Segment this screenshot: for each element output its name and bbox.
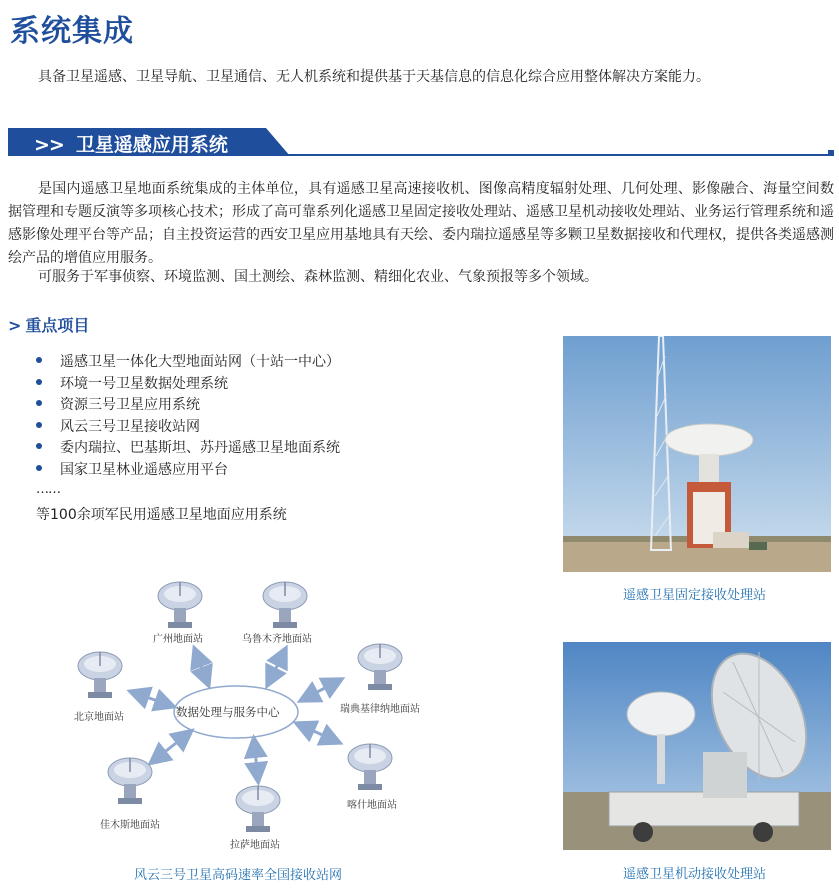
section-title <box>34 130 228 157</box>
station-label-lhasa: 拉萨地面站 <box>230 840 280 851</box>
fixed-station-photo <box>563 336 831 572</box>
section-title-text: 卫星遥感应用系统 <box>75 134 228 156</box>
station-label-kashi: 喀什地面站 <box>347 800 397 811</box>
jiamusi-dish-icon <box>108 758 152 804</box>
list-item-text: 委内瑞拉、巴基斯坦、苏丹遥感卫星地面系统 <box>60 440 340 456</box>
key-projects-heading <box>8 313 89 336</box>
guangzhou-dish-icon <box>158 582 202 628</box>
urumqi-dish-icon <box>263 582 307 628</box>
arrow-right-icon: > <box>8 316 22 335</box>
bullet-icon <box>36 357 42 363</box>
beijing-dish-icon <box>78 652 122 698</box>
sweden-dish-icon <box>358 644 402 690</box>
page-title: 系统集成 <box>10 14 134 49</box>
list-ellipsis: …… <box>36 482 60 497</box>
list-item-text: 资源三号卫星应用系统 <box>60 397 200 413</box>
station-label-jiamusi: 佳木斯地面站 <box>100 820 160 831</box>
bullet-icon <box>36 465 42 471</box>
station-label-urumqi: 乌鲁木齐地面站 <box>242 634 312 645</box>
lhasa-dish-icon <box>236 786 280 832</box>
list-item <box>36 438 340 460</box>
section-paragraph-2: 可服务于军事侦察、环境监测、国土测绘、森林监测、精细化农业、气象预报等多个领域。 <box>38 269 598 285</box>
list-item <box>36 395 340 417</box>
list-item <box>36 417 340 439</box>
list-item <box>36 374 340 396</box>
list-item-text: 环境一号卫星数据处理系统 <box>60 375 228 392</box>
mobile-station-photo <box>563 642 831 850</box>
list-item-text: 国家卫星林业遥感应用平台 <box>60 461 228 478</box>
station-label-beijing: 北京地面站 <box>74 712 124 723</box>
section-paragraph-1: 是国内遥感卫星地面系统集成的主体单位，具有遥感卫星高速接收机、图像高精度辐射处理、几何处理、影像融合、海量空间数据管理和专题反演等多项核心技术；形成了高可靠系列化遥感卫星固定接收处理站、遥感卫星机动接收处理站、业务运行管理系统和遥感影像处理平台等产品；自主投资运营的西安卫星应用基地具有天绘、委内瑞拉遥感星等多颗卫星数据接收和代理权，提供各类遥感测绘产品的增值应用服务。 <box>8 181 834 266</box>
mobile-station-caption: 遥感卫星机动接收处理站 <box>623 867 767 882</box>
intro-text: 具备卫星遥感、卫星导航、卫星通信、无人机系统和提供基于天基信息的信息化综合应用整体解决方案能力。 <box>38 69 710 85</box>
list-item-text: 风云三号卫星接收站网 <box>60 418 200 435</box>
list-item-text: 遥感卫星一体化大型地面站网（十站一中心） <box>60 354 340 370</box>
chevron-icon: >> <box>34 134 64 156</box>
station-label-sweden: 瑞典基律纳地面站 <box>340 704 420 715</box>
kashi-dish-icon <box>348 744 392 790</box>
list-item <box>36 460 340 482</box>
network-diagram-caption: 风云三号卫星高码速率全国接收站网 <box>134 868 343 883</box>
section-header-bar <box>8 128 834 156</box>
list-summary: 等100余项军民用遥感卫星地面应用系统 <box>36 507 287 523</box>
list-item <box>36 352 340 374</box>
station-label-guangzhou: 广州地面站 <box>153 634 203 645</box>
bullet-icon <box>36 400 42 406</box>
bullet-icon <box>36 443 42 449</box>
fixed-station-caption: 遥感卫星固定接收处理站 <box>623 588 767 603</box>
center-node-label: 数据处理与服务中心 <box>176 705 280 719</box>
key-projects-list <box>36 352 340 481</box>
ground-station-network-diagram <box>40 560 460 860</box>
bullet-icon <box>36 379 42 385</box>
bullet-icon <box>36 422 42 428</box>
key-projects-heading-text: 重点项目 <box>25 316 90 335</box>
